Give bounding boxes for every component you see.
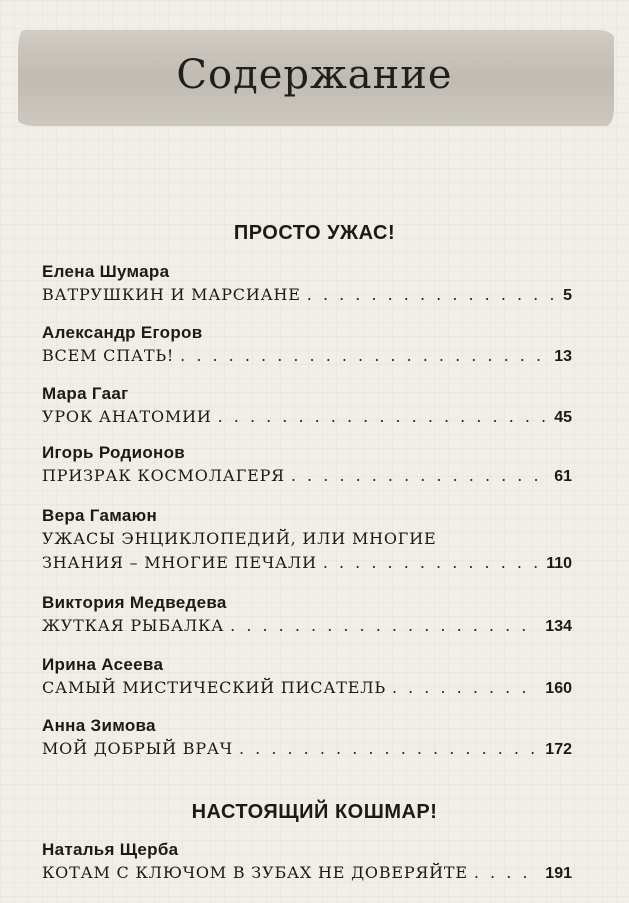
toc-author: Александр Егоров [42, 323, 203, 342]
toc-page-number: 13 [554, 348, 572, 365]
toc-entry[interactable] [42, 466, 572, 486]
toc-page-number: 5 [563, 287, 572, 304]
toc-leader-dots [474, 863, 539, 882]
toc-leader-dots [230, 616, 539, 635]
toc-leader-dots [307, 285, 557, 304]
toc-leader-dots [392, 678, 539, 697]
toc-page-number: 172 [545, 741, 572, 758]
section-heading: ПРОСТО УЖАС! [233, 222, 396, 244]
toc-entry[interactable] [42, 678, 572, 698]
toc-story-title-line1[interactable]: УЖАСЫ ЭНЦИКЛОПЕДИЙ, ИЛИ МНОГИЕ [42, 529, 437, 548]
toc-page-number: 61 [554, 468, 572, 485]
toc-page-number: 45 [554, 409, 572, 426]
toc-story-title: ЖУТКАЯ РЫБАЛКА [42, 616, 225, 635]
toc-author: Вера Гамаюн [42, 506, 158, 525]
toc-entry[interactable] [42, 407, 572, 427]
toc-story-title: МОЙ ДОБРЫЙ ВРАЧ [42, 739, 233, 758]
toc-story-title: ЗНАНИЯ – МНОГИЕ ПЕЧАЛИ [42, 553, 317, 572]
toc-story-title: УРОК АНАТОМИИ [42, 407, 212, 426]
toc-entry[interactable] [42, 616, 572, 636]
toc-author: Виктория Медведева [42, 593, 227, 612]
toc-entry[interactable] [42, 553, 572, 573]
toc-page-number: 191 [545, 865, 572, 882]
toc-page-number: 160 [545, 680, 572, 697]
toc-entry[interactable] [42, 863, 572, 883]
page-title: Содержание [176, 52, 453, 98]
toc-author: Наталья Щерба [42, 840, 179, 859]
toc-author: Ирина Асеева [42, 655, 164, 674]
toc-story-title: ВАТРУШКИН И МАРСИАНЕ [42, 285, 301, 304]
toc-leader-dots [291, 466, 548, 485]
toc-story-title: ПРИЗРАК КОСМОЛАГЕРЯ [42, 466, 285, 485]
toc-author: Мара Гааг [42, 384, 129, 403]
toc-entry[interactable] [42, 739, 572, 759]
toc-story-title: ВСЕМ СПАТЬ! [42, 346, 175, 365]
toc-page-number: 110 [546, 555, 572, 572]
toc-entry[interactable] [42, 285, 572, 305]
toc-author: Игорь Родионов [42, 443, 186, 462]
toc-leader-dots [323, 553, 540, 572]
toc-leader-dots [218, 407, 549, 426]
toc-leader-dots [239, 739, 539, 758]
toc-author: Елена Шумара [42, 262, 170, 281]
toc-entry[interactable] [42, 346, 572, 366]
toc-page-number: 134 [545, 618, 572, 635]
toc-leader-dots [180, 346, 548, 365]
section-heading: НАСТОЯЩИЙ КОШМАР! [191, 801, 438, 823]
toc-author: Анна Зимова [42, 716, 156, 735]
toc-story-title: КОТАМ С КЛЮЧОМ В ЗУБАХ НЕ ДОВЕРЯЙТЕ [42, 863, 468, 882]
toc-story-title: САМЫЙ МИСТИЧЕСКИЙ ПИСАТЕЛЬ [42, 678, 386, 697]
